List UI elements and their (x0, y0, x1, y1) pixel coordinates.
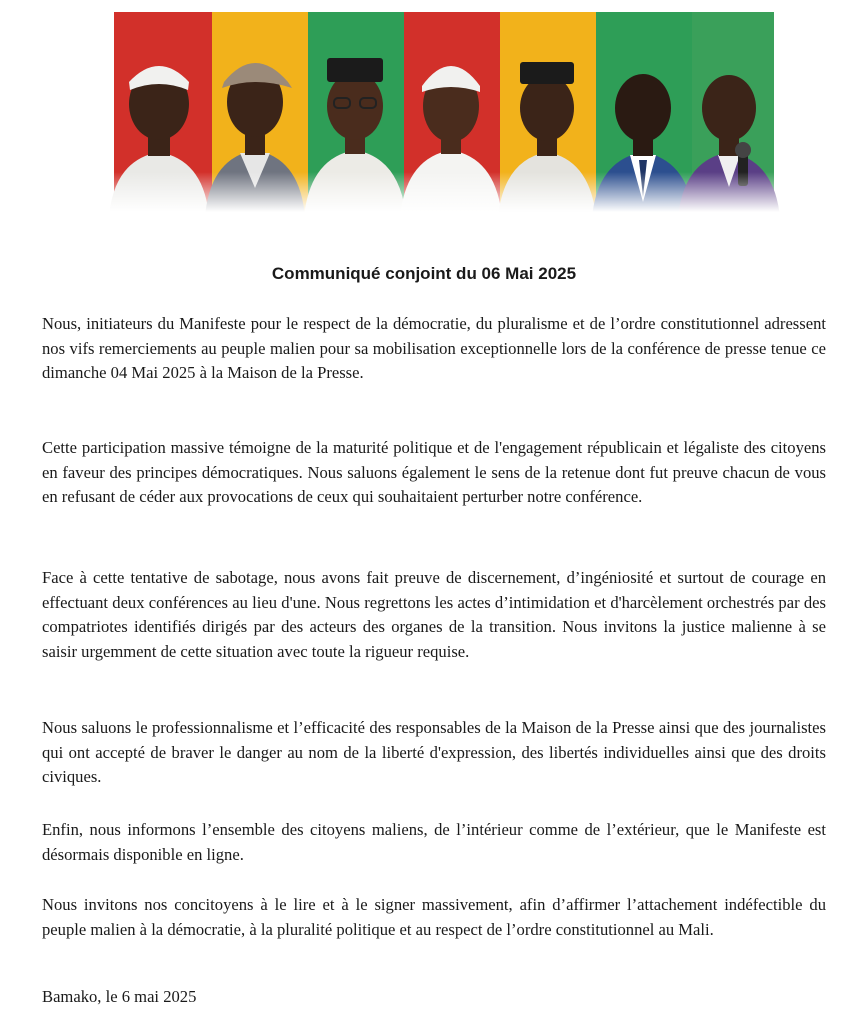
paragraph-5: Enfin, nous informons l’ensemble des citoyens maliens, de l’intérieur comme de l’extérieur, que le Manifeste est désormais disponible en ligne. (42, 820, 826, 864)
header-banner (40, 12, 826, 212)
paragraph-1: Nous, initiateurs du Manifeste pour le respect de la démocratie, du pluralisme et de l’ordre constitutionnel adressent nos vifs remerciements au peuple malien pour sa mobilisation exceptionnelle lors de la conférence de presse tenue ce dimanche 04 Mai 2025 à la Maison de la Presse. (42, 314, 826, 382)
signoff-place-date: Bamako, le 6 mai 2025 (42, 987, 197, 1006)
paragraph-6: Nous invitons nos concitoyens à le lire et à le signer massivement, afin d’affirmer l’attachement indéfectible du peuple malien à la démocratie, à la pluralité politique et au respect de l’ordre constitutionnel au Mali. (42, 895, 826, 939)
paragraph-4: Nous saluons le professionnalisme et l’efficacité des responsables de la Maison de la Presse ainsi que des journalistes qui ont accepté de braver le danger au nom de la liberté d'expression, des libertés individuelles ainsi que des droits civiques. (42, 718, 826, 786)
banner-fade (40, 172, 826, 212)
paragraph-3: Face à cette tentative de sabotage, nous avons fait preuve de discernement, d’ingéniosité et surtout de courage en effectuant deux conférences au lieu d'une. Nous regrettons les actes d’intimidation et d'harcèlement orchestrés par des compatriotes identifiés dirigés par des acteurs des organes de la transition. Nous invitons la justice malienne à se saisir urgemment de cette situation avec toute la rigueur requise. (42, 568, 826, 661)
paragraph-2: Cette participation massive témoigne de la maturité politique et de l'engagement républicain et légaliste des citoyens en faveur des principes démocratiques. Nous saluons également le sens de la retenue dont fut preuve chacun de vous en refusant de céder aux provocations de ceux qui souhaitaient perturber notre conférence. (42, 438, 826, 506)
document-title: Communiqué conjoint du 06 Mai 2025 (271, 264, 577, 283)
